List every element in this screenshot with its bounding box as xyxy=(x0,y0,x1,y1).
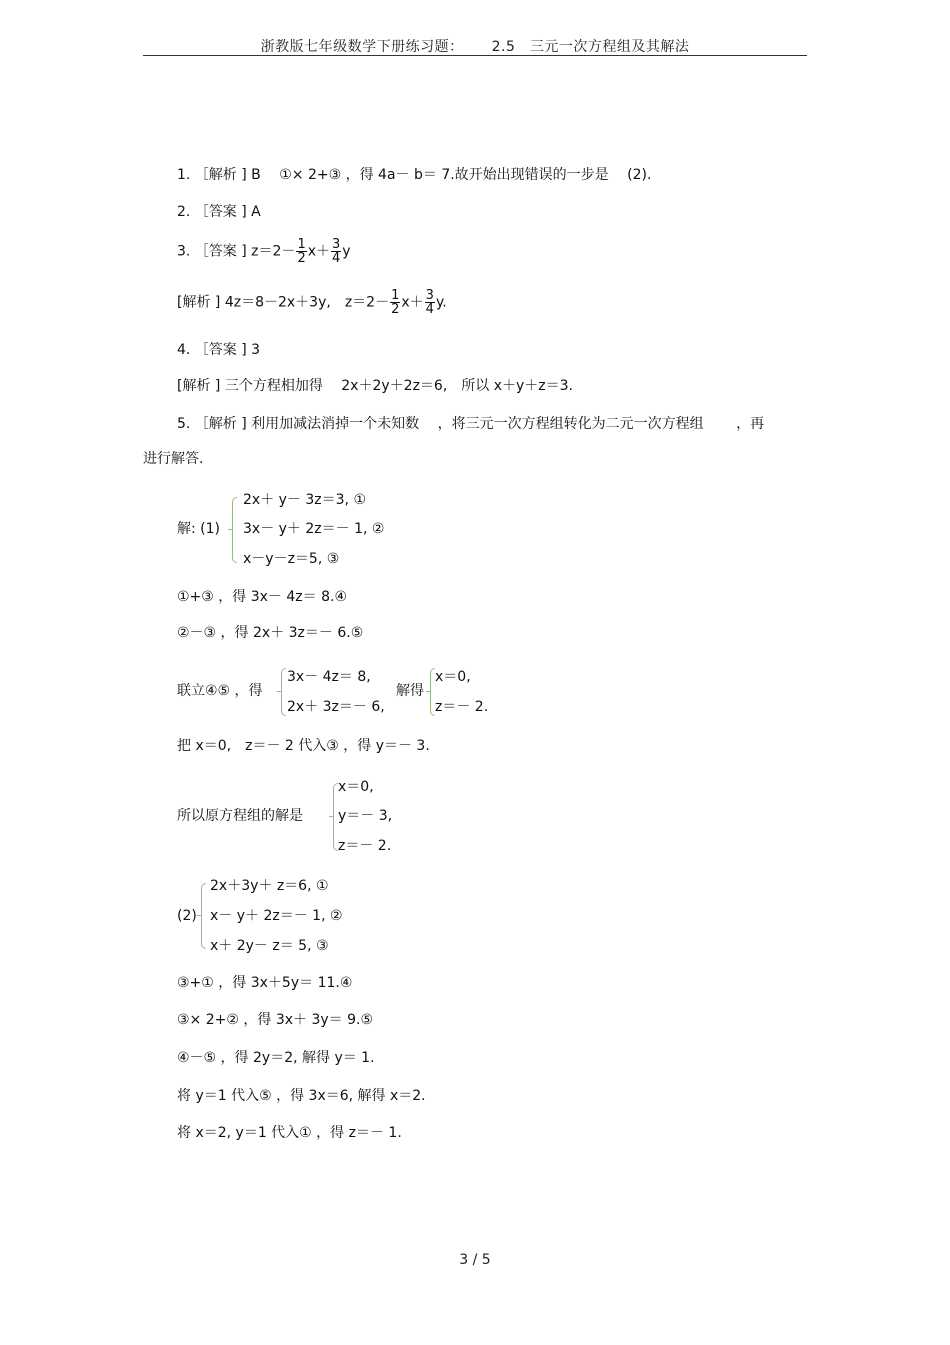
system-2-equation-1: 2x＋3y＋ z＝6, ① xyxy=(210,878,329,894)
substitution-line: 把 x＝0, z＝－ 2 代入③ ，得 y＝－ 3. xyxy=(177,738,430,754)
fraction-denominator: 2 xyxy=(391,302,400,317)
solution-1-label: 解: (1) xyxy=(177,521,220,537)
fraction-three-quarters xyxy=(331,238,341,265)
solution-2-step-5: 将 x＝2, y＝1 代入① ，得 z＝－ 1. xyxy=(177,1125,402,1141)
fraction-numerator: 1 xyxy=(297,237,306,252)
system-1-equation-2: 3x－ y＋ 2z＝－ 1, ② xyxy=(243,521,385,537)
fraction-denominator: 4 xyxy=(425,302,434,317)
fraction-numerator: 3 xyxy=(332,237,341,252)
solution-2-step-1: ③+① ，得 3x＋5y＝ 11.④ xyxy=(177,975,353,991)
solution-2-step-3: ④－⑤ ，得 2y＝2, 解得 y＝ 1. xyxy=(177,1050,375,1066)
solve-equation-2: z＝－ 2. xyxy=(435,699,489,715)
combine-equation-1: 3x－ 4z＝ 8, xyxy=(287,669,371,685)
result-equation-z: z＝－ 2. xyxy=(338,838,392,854)
system-2-equation-2: x－ y＋ 2z＝－ 1, ② xyxy=(210,908,343,924)
answer-3-suffix: y xyxy=(342,243,351,260)
fraction-one-half xyxy=(296,238,306,265)
answer-2: 2. ［答案 ] A xyxy=(177,204,261,220)
fraction-denominator: 4 xyxy=(332,251,341,266)
combine-equation-2: 2x＋ 3z＝－ 6, xyxy=(287,699,385,715)
analysis-5: 5. ［解析 ] 利用加减法消掉一个未知数 ，将三元一次方程组转化为二元一次方程组 ，再 xyxy=(177,416,765,432)
header-section-title: 2.5 三元一次方程组及其解法 xyxy=(491,39,690,55)
fraction-denominator: 2 xyxy=(297,251,306,266)
page-number: 3 / 5 xyxy=(459,1252,491,1268)
header-book-title: 浙教版七年级数学下册练习题： xyxy=(260,39,464,55)
answer-1: 1. ［解析 ] B ①× 2+③ ，得 4a－ b＝ 7.故开始出现错误的一步是 (2). xyxy=(177,167,652,183)
page-header xyxy=(0,36,950,56)
system-brace xyxy=(281,668,286,716)
answer-3-prefix: 3. ［答案 ] z＝2－ xyxy=(177,243,296,260)
fraction-three-quarters xyxy=(425,289,435,316)
analysis-3-suffix: y. xyxy=(435,294,447,311)
brace-tip xyxy=(426,691,430,692)
solution-2-step-2: ③× 2+② ，得 3x＋ 3y＝ 9.⑤ xyxy=(177,1012,374,1028)
analysis-3 xyxy=(177,289,447,316)
answer-4: 4. ［答案 ] 3 xyxy=(177,342,261,358)
system-1-equation-3: x－y－z＝5, ③ xyxy=(243,551,340,567)
analysis-4: [解析 ] 三个方程相加得 2x＋2y＋2z＝6, 所以 x＋y＋z＝3. xyxy=(177,378,573,394)
combine-label: 联立④⑤ ，得 xyxy=(177,683,263,699)
system-2-equation-3: x＋ 2y－ z＝ 5, ③ xyxy=(210,938,329,954)
analysis-5-continued: 进行解答. xyxy=(143,451,204,467)
solution-2-step-4: 将 y＝1 代入⑤ ，得 3x＝6, 解得 x＝2. xyxy=(177,1088,426,1104)
brace-tip xyxy=(228,529,232,530)
solution-1-step-1: ①+③ ，得 3x－ 4z＝ 8.④ xyxy=(177,589,347,605)
result-label: 所以原方程组的解是 xyxy=(177,808,303,824)
solve-equation-1: x＝0, xyxy=(435,669,471,685)
fraction-numerator: 1 xyxy=(391,288,400,303)
answer-3 xyxy=(177,238,351,265)
solve-label: 解得 xyxy=(396,683,424,699)
brace-tip xyxy=(329,816,333,817)
system-brace xyxy=(201,883,206,949)
result-equation-y: y＝－ 3, xyxy=(338,808,393,824)
analysis-3-middle: x＋ xyxy=(401,294,424,311)
solution-1-step-2: ②－③ ，得 2x＋ 3z＝－ 6.⑤ xyxy=(177,625,364,641)
answer-3-middle: x＋ xyxy=(307,243,331,260)
system-1-equation-1: 2x＋ y－ 3z＝3, ① xyxy=(243,492,366,508)
brace-tip xyxy=(277,691,281,692)
result-equation-x: x＝0, xyxy=(338,779,374,795)
fraction-numerator: 3 xyxy=(425,288,434,303)
brace-tip xyxy=(197,915,201,916)
system-brace xyxy=(232,497,237,563)
solution-2-label: (2) xyxy=(177,908,197,924)
header-rule xyxy=(143,55,807,56)
fraction-one-half xyxy=(390,289,400,316)
analysis-3-prefix: [解析 ] 4z＝8－2x＋3y, z＝2－ xyxy=(177,294,390,311)
